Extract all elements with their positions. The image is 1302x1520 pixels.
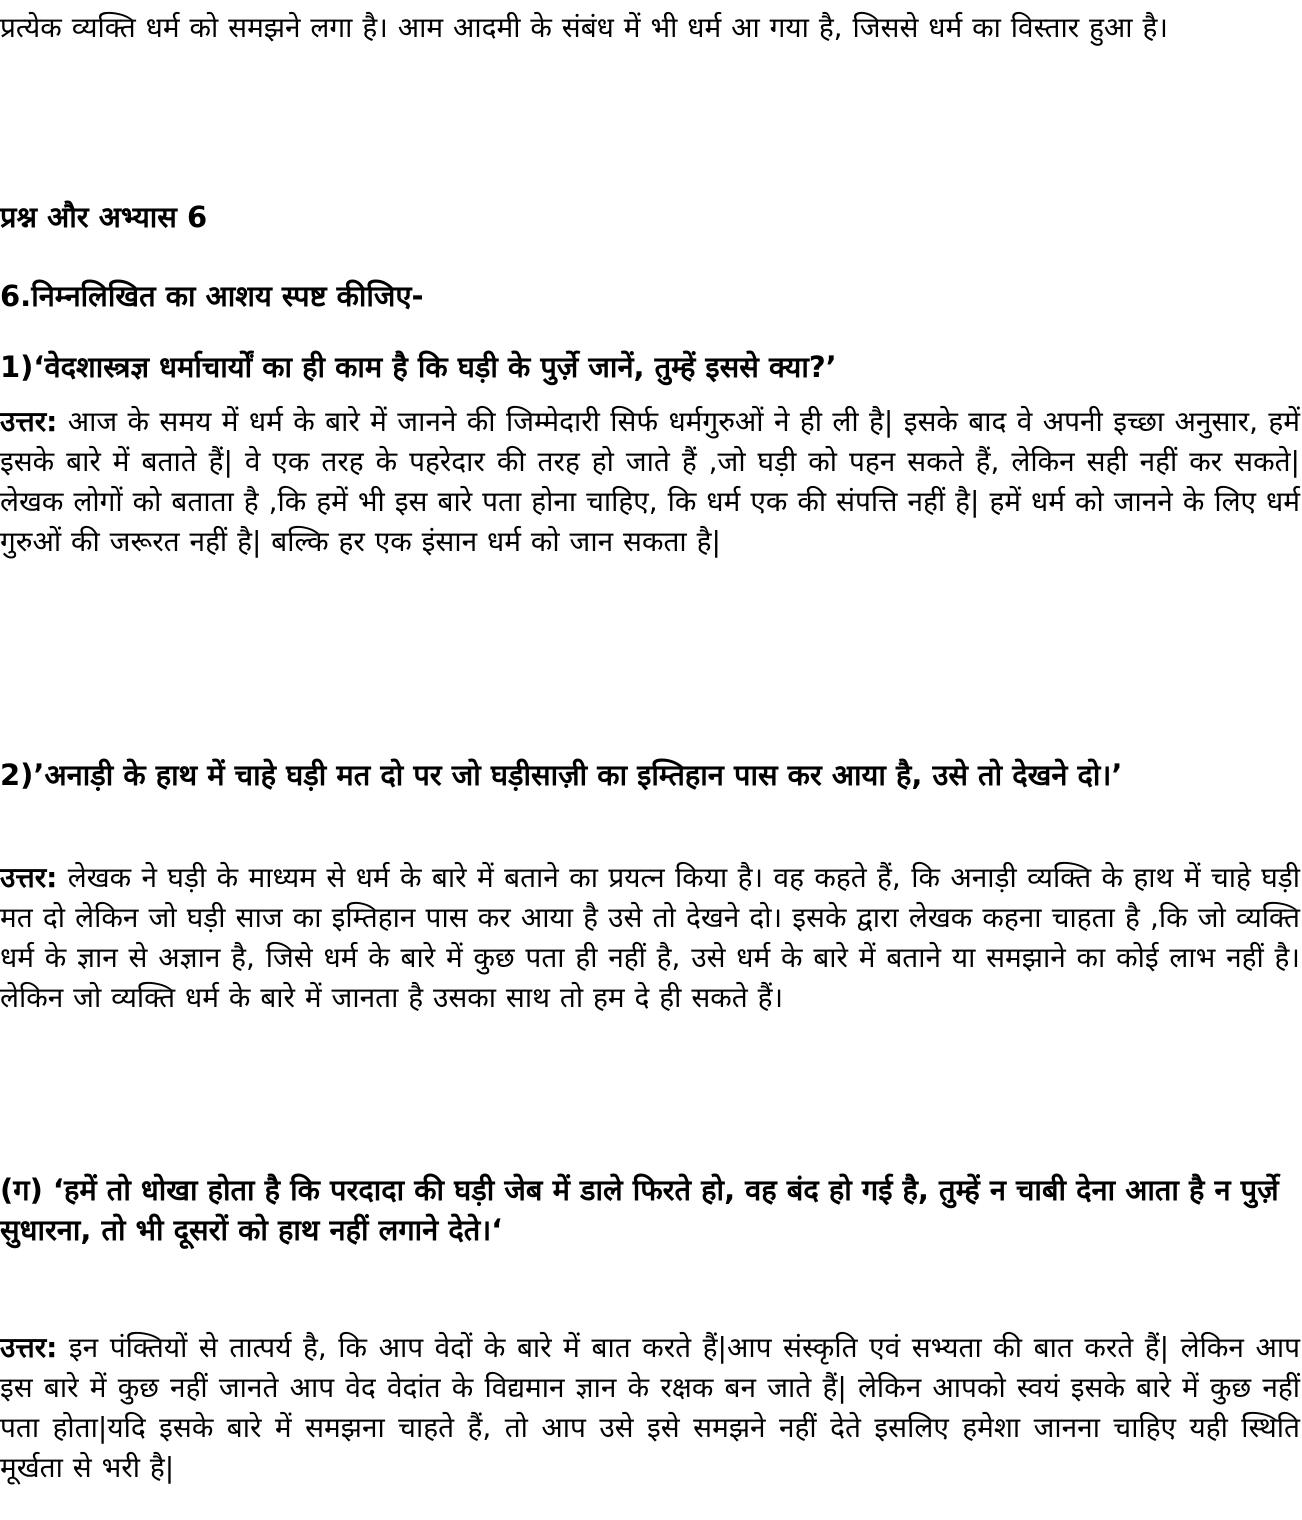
answer-label: उत्तर: [0, 861, 58, 894]
answer-label: उत्तर: [0, 1331, 58, 1364]
question-2: 2)’अनाड़ी के हाथ में चाहे घड़ी मत दो पर जो घड़ीसाज़ी का इम्तिहान पास कर आया है, उसे तो देखने दो।’ [0, 758, 1123, 792]
answer-text: लेखक ने घड़ी के माध्यम से धर्म के बारे में बताने का प्रयत्न किया है। वह कहते हैं, कि अनाड़ी व्यक्ति के हाथ में चाहे घड़ी मत दो लेकिन जो घड़ी साज का इम्तिहान पास कर आया है उसे तो देखने दो। इसके द्वारा लेखक कहना चाहता है ,कि जो व्यक्ति धर्म के ज्ञान से अज्ञान है, जिसे धर्म के बारे में कुछ पता ही नहीं है, उसे धर्म के बारे में बताने या समझाने का कोई लाभ नहीं है। लेकिन जो व्यक्ति धर्म के बारे में जानता है उसका साथ तो हम दे ही सकते हैं। [0, 861, 1300, 1014]
answer-text: इन पंक्तियों से तात्पर्य है, कि आप वेदों के बारे में बात करते हैं|आप संस्कृति एवं सभ्यता की बात करते हैं| लेकिन आप इस बारे में कुछ नहीं जानते आप वेद वेदांत के विद्यमान ज्ञान के रक्षक बन जाते हैं| लेकिन आपको स्वयं इसके बारे में कुछ नहीं पता होता|यदि इसके बारे में समझना चाहते हैं, तो आप उसे इसे समझने नहीं देते इसलिए हमेशा जानना चाहिए यही स्थिति मूर्खता से भरी है| [0, 1331, 1300, 1484]
intro-text: प्रत्येक व्यक्ति धर्म को समझने लगा है। आम आदमी के संबंध में भी धर्म आ गया है, जिससे धर्म का विस्तार हुआ है। [0, 11, 1168, 44]
instruction-heading: 6.निम्नलिखित का आशय स्पष्ट कीजिए- [0, 279, 424, 313]
answer-text: आज के समय में धर्म के बारे में जानने की जिम्मेदारी सिर्फ धर्मगुरुओं ने ही ली है| इसके बाद वे अपनी इच्छा अनुसार, हमें इसके बारे में बताते हैं| वे एक तरह के पहरेदार की तरह हो जाते हैं ,जो घड़ी को पहन सकते हैं, लेकिन सही नहीं कर सकते| लेखक लोगों को बताता है ,कि हमें भी इस बारे पता होना चाहिए, कि धर्म एक की संपत्ति नहीं है| हमें धर्म को जानने के लिए धर्म गुरुओं की जरूरत नहीं है| बल्कि हर एक इंसान धर्म को जान सकता है| [0, 405, 1300, 558]
answer-2 [0, 858, 1300, 1018]
answer-3 [0, 1328, 1300, 1488]
question-3: (ग) ‘हमें तो धोखा होता है कि परदादा की घड़ी जेब में डाले फिरते हो, वह बंद हो गई है, तुम्हें न चाबी देना आता है न पुर्ज़े सुधारना, तो भी दूसरों को हाथ नहीं लगाने देते।‘ [0, 1173, 1279, 1247]
section-title: प्रश्न और अभ्यास 6 [0, 200, 208, 234]
question-1: 1)‘वेदशास्त्रज्ञ धर्माचार्यों का ही काम है कि घड़ी के पुर्ज़े जानें, तुम्हें इससे क्या?’ [0, 350, 837, 384]
intro-paragraph [0, 8, 1300, 48]
answer-label: उत्तर: [0, 405, 58, 438]
answer-1 [0, 402, 1300, 562]
